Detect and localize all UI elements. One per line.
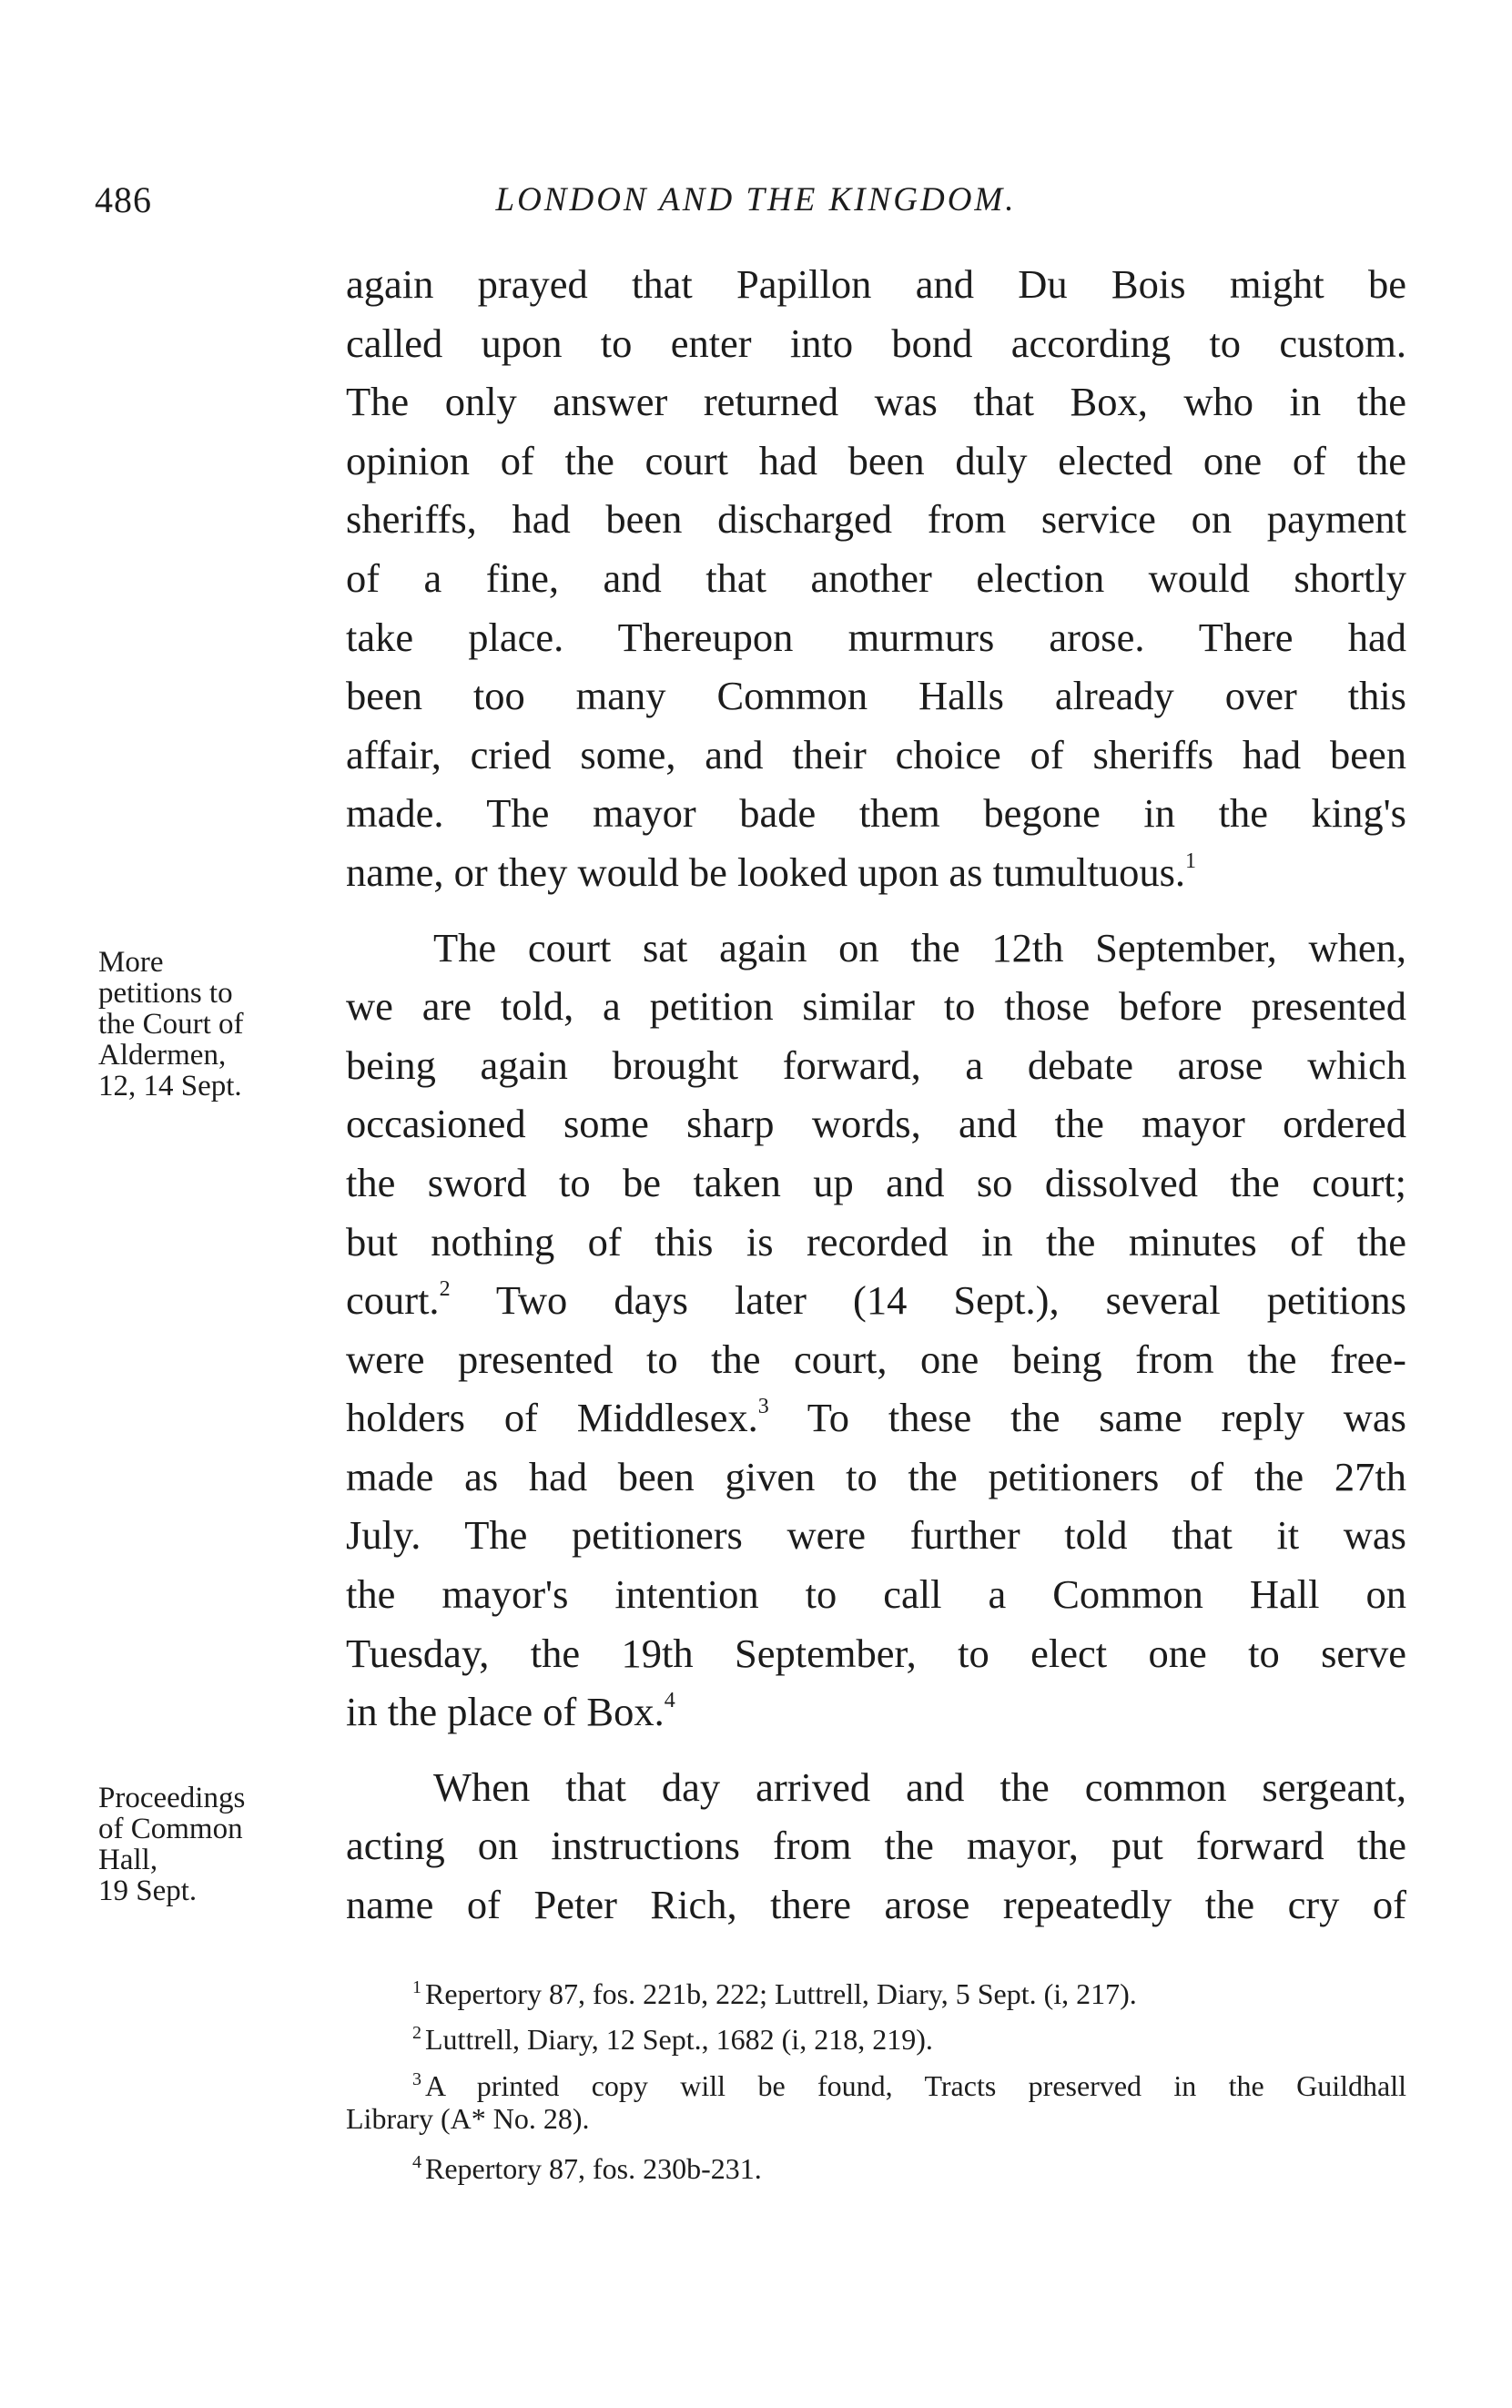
text-fragment: To these the same reply was: [807, 1395, 1406, 1441]
footnote-continuation: Library (A* No. 28).: [346, 2102, 590, 2135]
text-line: were presented to the court, one being from the free-: [346, 1336, 1406, 1382]
footnote: [346, 1971, 1406, 2017]
text-fragment: holders of Middlesex.: [346, 1395, 758, 1441]
paragraph-1: [346, 255, 1406, 902]
text-fragment: Two days later (14 Sept.), several petitions: [495, 1277, 1406, 1324]
text-line: opinion of the court had been duly elected one of the: [346, 437, 1406, 483]
text-line: of a fine, and that another election would shortly: [346, 554, 1406, 601]
text-fragment: name, or they would be looked upon as tumultuous.: [346, 848, 1186, 895]
footnote-reference: 4: [664, 1689, 675, 1713]
footnote: [346, 2146, 1406, 2191]
margin-note-proceedings: [98, 1783, 317, 1906]
margin-note-line: More: [98, 946, 164, 979]
margin-note-line: Hall,: [98, 1844, 158, 1876]
text-fragment: court.: [346, 1277, 440, 1324]
text-line: again prayed that Papillon and Du Bois might be: [346, 261, 1406, 307]
footnote-mark: 1: [412, 1977, 421, 1997]
margin-note-line: Proceedings: [98, 1782, 246, 1814]
page-number: 486: [95, 179, 152, 220]
margin-note-line: of Common: [98, 1813, 243, 1845]
text-line: the sword to be taken up and so dissolved the court;: [346, 1159, 1406, 1205]
footnote-mark: 2: [412, 2023, 421, 2043]
text-line: [346, 843, 1406, 902]
margin-note-line: 19 Sept.: [98, 1875, 198, 1907]
text-line: July. The petitioners were further told that it was: [346, 1512, 1406, 1559]
footnote-mark: 4: [412, 2152, 421, 2172]
footnote-mark: 3: [412, 2069, 421, 2089]
footnote-reference: 3: [757, 1395, 769, 1419]
footnote-text: Repertory 87, fos. 230b-231.: [425, 2152, 762, 2185]
footnote-text: A printed copy will be found, Tracts preserved in the Guildhall: [425, 2069, 1406, 2102]
text-line: but nothing of this is recorded in the minutes of the: [346, 1218, 1406, 1265]
text-line: [346, 1271, 1406, 1330]
paragraph-3: [346, 1758, 1406, 1935]
text-line: made. The mayor bade them begone in the king's: [346, 790, 1406, 837]
text-line: Tuesday, the 19th September, to elect one to serve: [346, 1630, 1406, 1676]
text-line: [346, 1388, 1406, 1448]
text-line: sheriffs, had been discharged from service on payment: [346, 496, 1406, 543]
footnote-reference: 1: [1185, 848, 1197, 873]
text-line: take place. Thereupon murmurs arose. There had: [346, 614, 1406, 660]
text-line: affair, cried some, and their choice of sheriffs had been: [346, 731, 1406, 777]
body-text: [346, 255, 1406, 1935]
paragraph-2: [346, 919, 1406, 1742]
margin-note-line: 12, 14 Sept.: [98, 1070, 242, 1102]
footnote: [346, 2017, 1406, 2062]
text-line: been too many Common Halls already over this: [346, 673, 1406, 719]
text-line: The court sat again on the 12th September, when,: [433, 924, 1406, 970]
running-head: LONDON AND THE KINGDOM.: [495, 181, 1017, 218]
text-line: called upon to enter into bond according to custom.: [346, 320, 1406, 366]
text-line: made as had been given to the petitioners of the 27th: [346, 1453, 1406, 1499]
text-line: the mayor's intention to call a Common Hall on: [346, 1571, 1406, 1618]
margin-note-line: Aldermen,: [98, 1039, 227, 1072]
text-line: occasioned some sharp words, and the mayor ordered: [346, 1101, 1406, 1147]
text-line: [346, 1682, 1406, 1742]
text-line: being again brought forward, a debate arose which: [346, 1041, 1406, 1088]
text-fragment: in the place of Box.: [346, 1689, 665, 1735]
footnotes: [346, 1971, 1406, 2191]
margin-note-petitions: [98, 947, 317, 1102]
margin-note-line: petitions to: [98, 977, 233, 1010]
footnote: [346, 2069, 1406, 2102]
footnote-text: Repertory 87, fos. 221b, 222; Luttrell, Diary, 5 Sept. (i, 217).: [425, 1977, 1137, 2010]
margin-note-line: the Court of: [98, 1008, 244, 1041]
text-line: When that day arrived and the common sergeant,: [433, 1763, 1406, 1810]
footnote-reference: 2: [439, 1277, 451, 1302]
text-line: acting on instructions from the mayor, put forward the: [346, 1823, 1406, 1869]
text-line: name of Peter Rich, there arose repeatedly the cry of: [346, 1882, 1406, 1928]
footnote-text: Luttrell, Diary, 12 Sept., 1682 (i, 218, 219).: [425, 2023, 933, 2056]
text-line: The only answer returned was that Box, who in the: [346, 379, 1406, 425]
text-line: we are told, a petition similar to those before presented: [346, 983, 1406, 1030]
